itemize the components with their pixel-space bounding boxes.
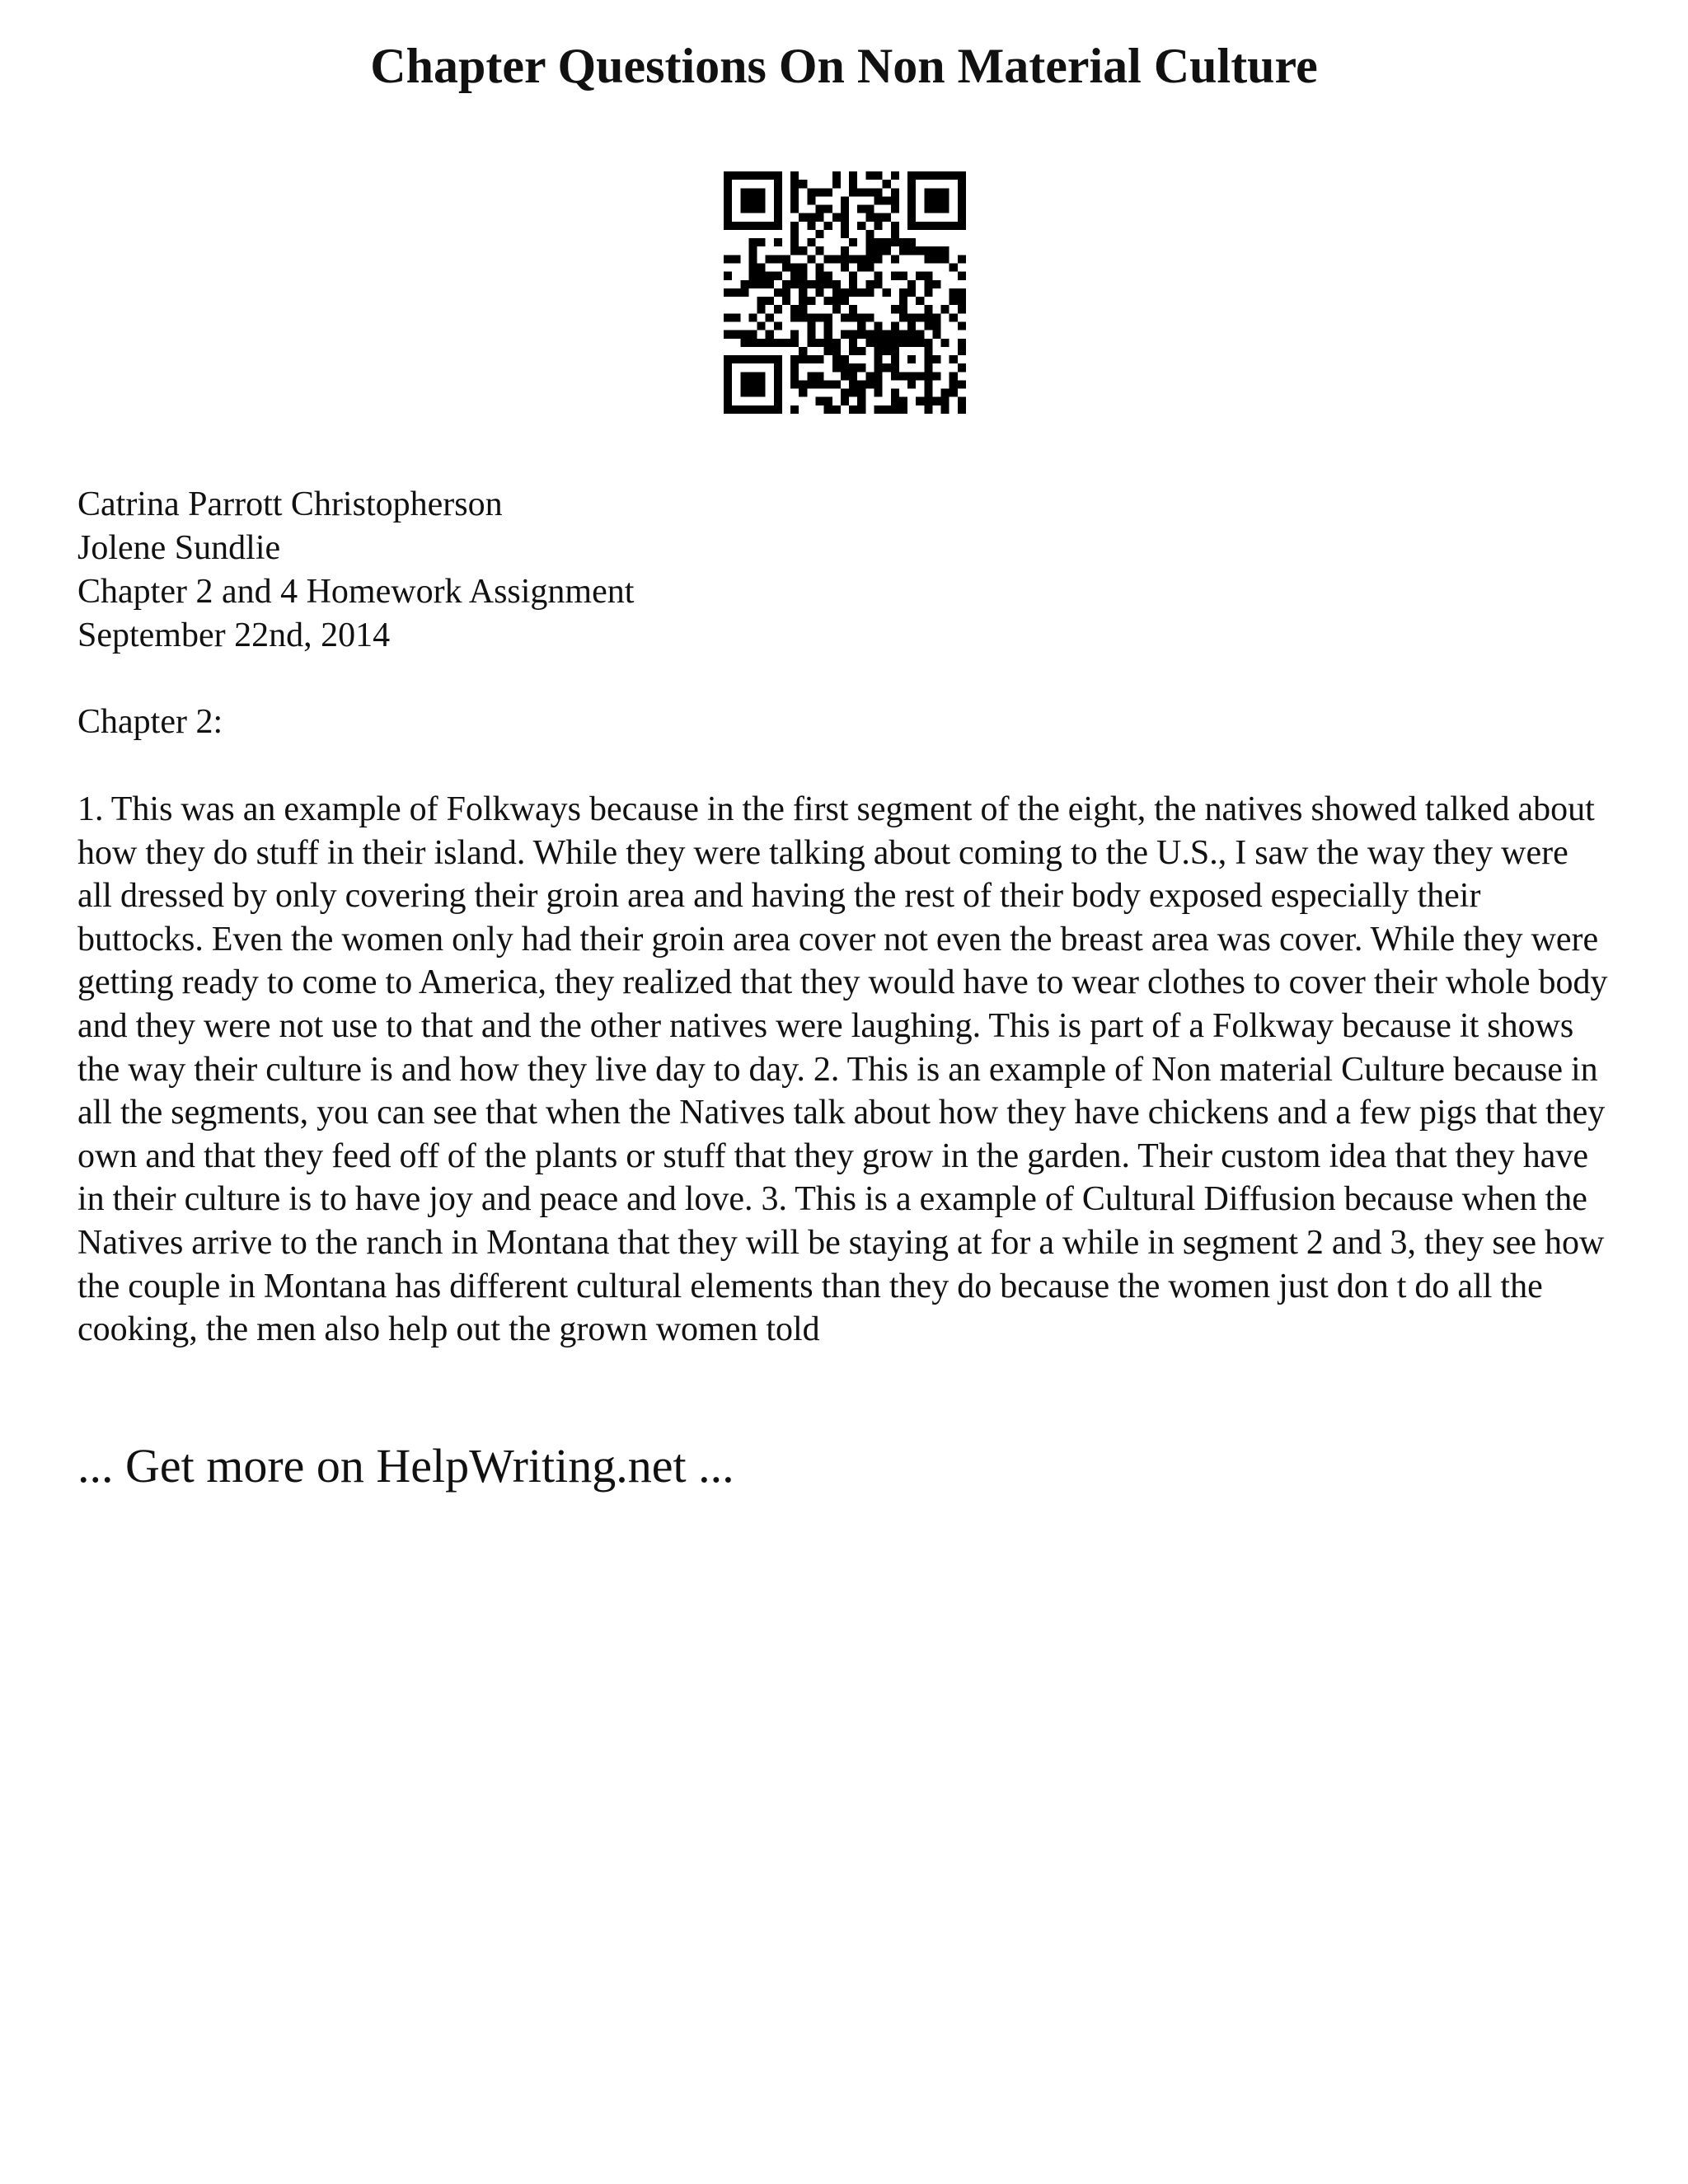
document-title: Chapter Questions On Non Material Culture: [370, 39, 1318, 93]
assignment-name: Chapter 2 and 4 Homework Assignment: [77, 573, 635, 611]
qr-code-icon: [724, 171, 966, 414]
more-link[interactable]: ... Get more on HelpWriting.net ...: [77, 1439, 734, 1493]
body-paragraph: 1. This was an example of Folkways because in the first segment of the eight, the natives showed talked about how they do stuff in their island. While they were talking about coming to the U.S., I saw the way they were all dressed by only covering their groin area and having the rest of their body exposed especially their buttocks. Even the women only had their groin area cover not even the breast area was cover. While they were getting ready to come to America, they realized that they would have to wear clothes to cover their whole body and they were not use to that and the other natives were laughing. This is part of a Folkway because it shows the way their culture is and how they live day to day. 2. This is an example of Non material Culture because in all the segments, you can see that when the Natives talk about how they have chickens and a few pigs that they own and that they feed off of the plants or stuff that they grow in the garden. Their custom idea that they have in their culture is to have joy and peace and love. 3. This is a example of Cultural Diffusion because when the Natives arrive to the ranch in Montana that they will be staying at for a while in segment 2 and 3, they see how the couple in Montana has different cultural elements than they do because the women just don t do all the cooking, the men also help out the grown women told: [77, 790, 1608, 1349]
assignment-date: September 22nd, 2014: [77, 616, 391, 654]
instructor-name: Jolene Sundlie: [77, 529, 281, 567]
author-name: Catrina Parrott Christopherson: [77, 485, 503, 523]
section-heading: Chapter 2:: [77, 703, 223, 741]
author-block: [77, 483, 1611, 658]
